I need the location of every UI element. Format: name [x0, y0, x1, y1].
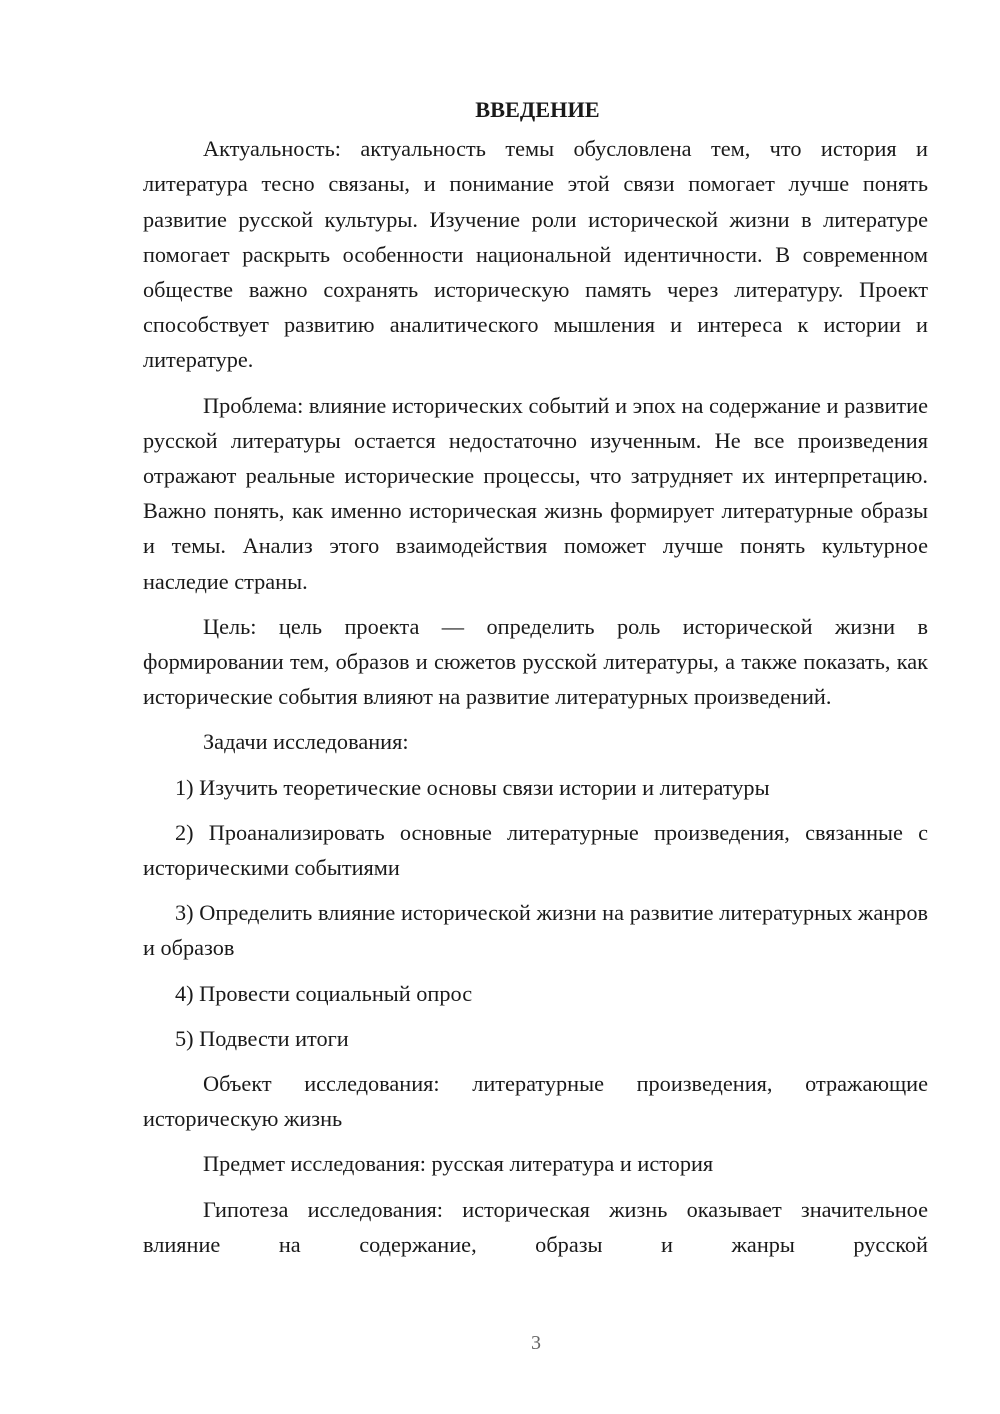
subject-paragraph: Предмет исследования: русская литература и история: [203, 1151, 714, 1177]
task-item-5: 5) Подвести итоги: [175, 1025, 349, 1051]
task-item-2: 2) Проанализировать основные литературные произведения, связанные с историческими событиями: [143, 819, 928, 881]
relevance-paragraph: Актуальность: актуальность темы обусловлена тем, что история и литература тесно связаны, и понимание этой связи помогает лучше понять развитие русской культуры. Изучение роли исторической жизни в литературе помогает раскрыть особенности национальной идентичности. В современном обществе важно сохранять историческую память через литературу. Проект способствует развитию аналитического мышления и интереса к истории и литературе.: [143, 136, 928, 373]
tasks-heading: Задачи исследования:: [203, 729, 409, 755]
task-item-4: 4) Провести социальный опрос: [175, 980, 473, 1006]
task-item-1: 1) Изучить теоретические основы связи истории и литературы: [175, 774, 770, 800]
task-item-3: 3) Определить влияние исторической жизни на развитие литературных жанров и образов: [143, 900, 928, 961]
object-paragraph: Объект исследования: литературные произведения, отражающие историческую жизнь: [143, 1071, 928, 1132]
problem-paragraph: Проблема: влияние исторических событий и эпох на содержание и развитие русской литературы остается недостаточно изученным. Не все произведения отражают реальные исторические процессы, что затрудняет их интерпретацию. Важно понять, как именно историческая жизнь формирует литературные образы и темы. Анализ этого взаимодействия поможет лучше понять культурное наследие страны.: [143, 392, 928, 594]
document-page: [143, 92, 928, 1272]
hypothesis-paragraph: Гипотеза исследования: историческая жизнь оказывает значительное влияние на содержание, образы и жанры русской: [143, 1196, 928, 1257]
section-title: ВВЕДЕНИЕ: [475, 97, 600, 122]
page-number: 3: [531, 1332, 541, 1354]
goal-paragraph: Цель: цель проекта — определить роль исторической жизни в формировании тем, образов и сюжетов русской литературы, а также показать, как исторические события влияют на развитие литературных произведений.: [143, 613, 928, 710]
